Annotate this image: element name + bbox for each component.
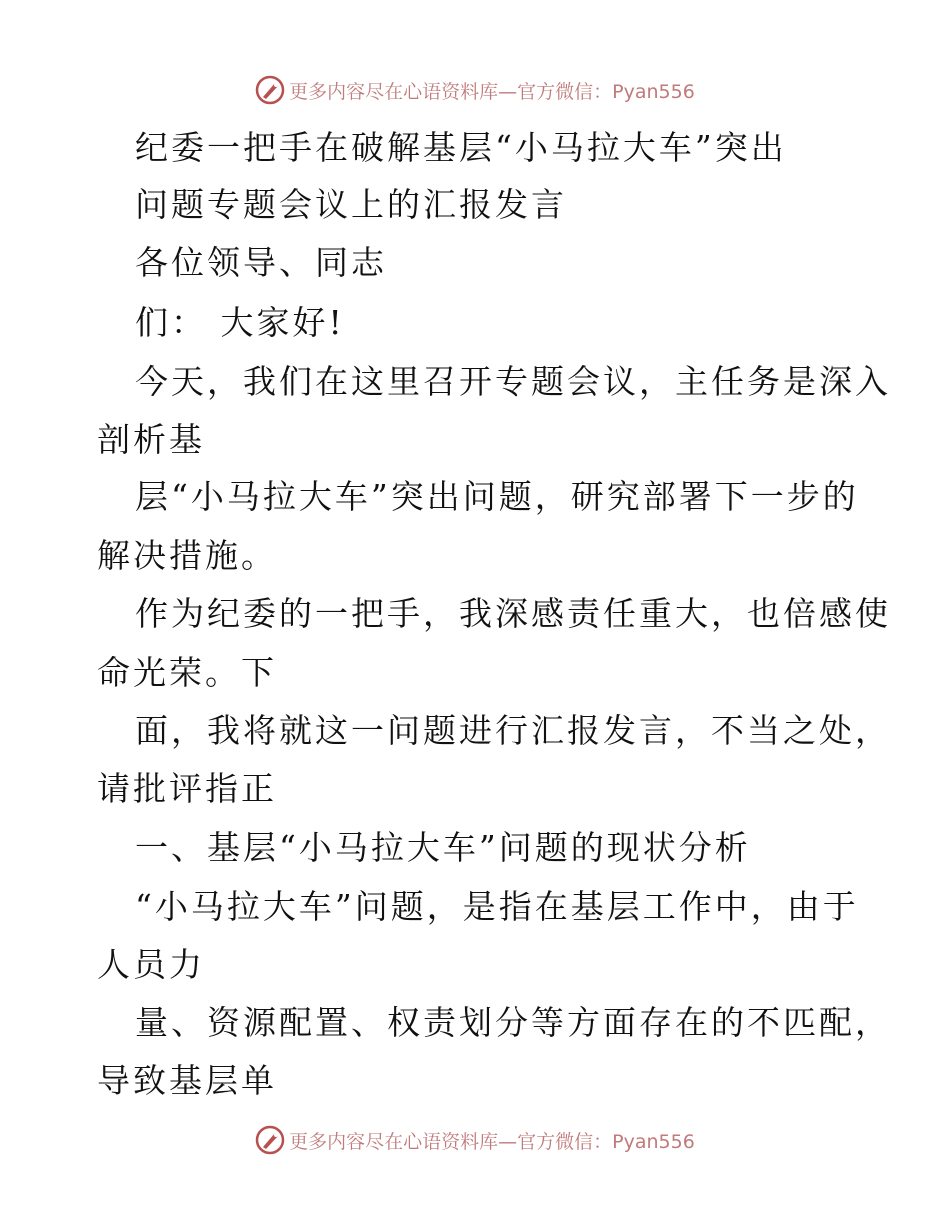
- header-banner-text: 更多内容尽在心语资料库—官方微信：Pyan556: [289, 80, 695, 103]
- salutation-line-1: 各位领导、同志: [135, 243, 387, 282]
- paragraph-line: 导致基层单: [97, 1061, 277, 1100]
- paragraph-line: 人员力: [97, 945, 205, 984]
- paragraph-line: 请批评指正: [97, 769, 277, 808]
- paragraph-line: 层“小马拉大车”突出问题，研究部署下一步的: [135, 477, 859, 516]
- paragraph-line: 剖析基: [97, 420, 205, 459]
- title-line-2: 问题专题会议上的汇报发言: [135, 185, 567, 224]
- paragraph-line: 作为纪委的一把手，我深感责任重大，也倍感使: [135, 594, 891, 633]
- paragraph-line: 量、资源配置、权责划分等方面存在的不匹配，: [135, 1003, 891, 1042]
- footer-banner-text: 更多内容尽在心语资料库—官方微信：Pyan556: [289, 1130, 695, 1153]
- footer-banner: [0, 1120, 950, 1160]
- section-heading: 一、基层“小马拉大车”问题的现状分析: [135, 828, 751, 867]
- pen-nib-logo-icon: [255, 75, 285, 105]
- header-banner: [0, 70, 950, 110]
- paragraph-line: “小马拉大车”问题，是指在基层工作中，由于: [135, 887, 859, 926]
- paragraph-line: 面，我将就这一问题进行汇报发言，不当之处，: [135, 711, 891, 750]
- pen-nib-logo-icon: [255, 1125, 285, 1155]
- paragraph-line: 今天，我们在这里召开专题会议，主任务是深入: [135, 362, 891, 401]
- title-line-1: 纪委一把手在破解基层“小马拉大车”突出: [135, 128, 787, 167]
- paragraph-line: 命光荣。下: [97, 653, 277, 692]
- paragraph-line: 解决措施。: [97, 536, 277, 575]
- salutation-line-2: 们： 大家好!: [135, 303, 345, 342]
